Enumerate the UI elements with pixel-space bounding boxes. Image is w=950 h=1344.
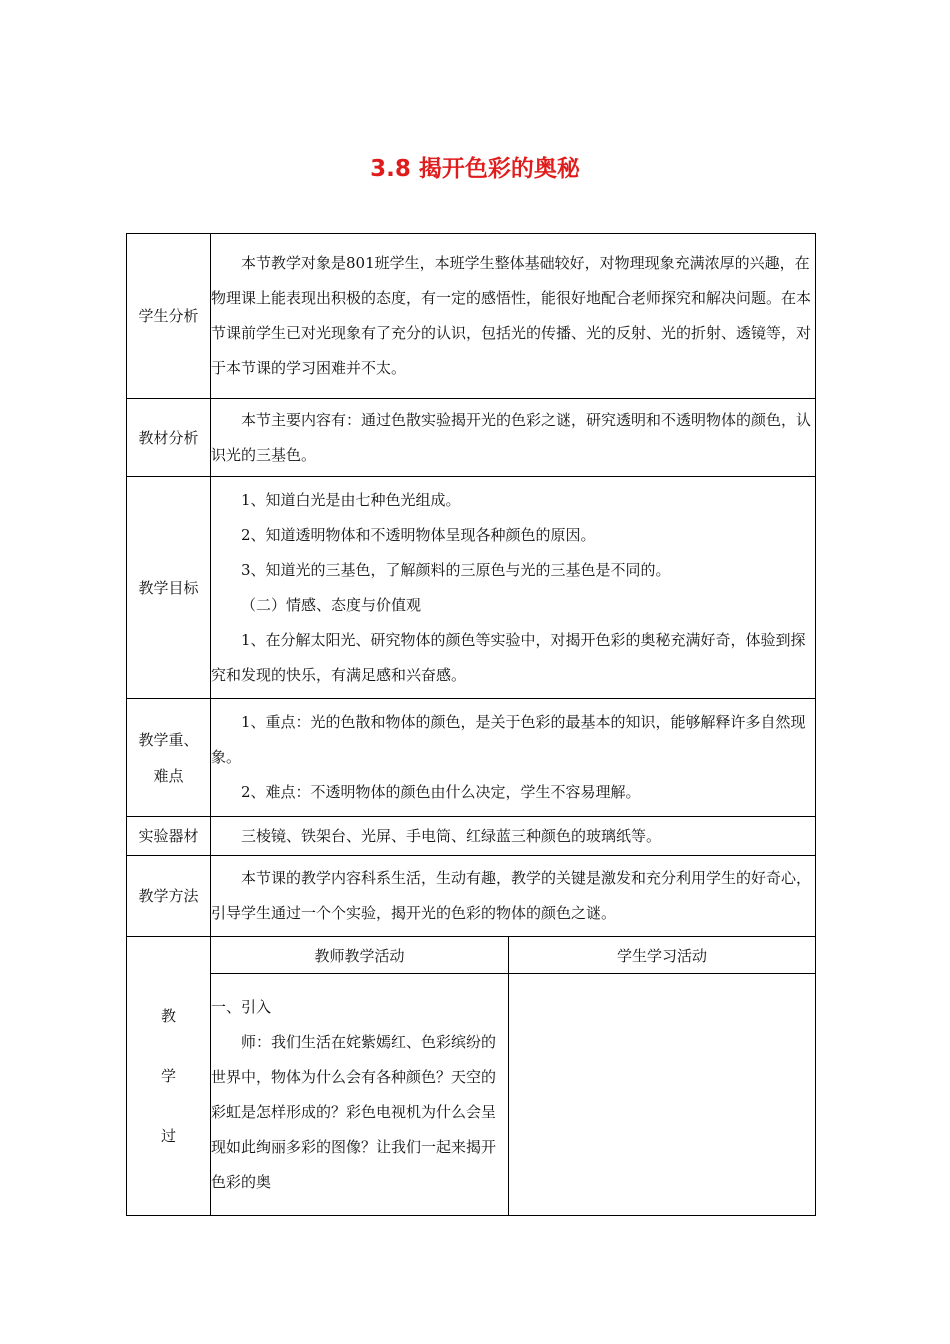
teacher-activity-header: 教师教学活动 <box>211 937 509 974</box>
label-key-points <box>127 699 211 817</box>
label-student-analysis: 学生分析 <box>127 234 211 399</box>
process-label-char-2: 学 <box>160 1067 176 1085</box>
row-teaching-goals <box>127 477 816 699</box>
content-student-analysis <box>211 234 816 399</box>
equipment-text: 三棱镜、铁架台、光屏、手电筒、红绿蓝三种颜色的玻璃纸等。 <box>241 826 662 845</box>
lesson-plan-table <box>126 233 816 1216</box>
row-key-points <box>127 699 816 817</box>
student-analysis-text: 本节教学对象是801班学生，本班学生整体基础较好，对物理现象充满浓厚的兴趣，在物理课上能表现出积极的态度，有一定的感悟性，能很好地配合老师探究和解决问题。在本节课前学生已对光现象有了充分的认识，包括光的传播、光的反射、光的折射、透镜等，对于本节课的学习困难并不太。 <box>211 254 812 377</box>
goal-line-3: 3、知道光的三基色，了解颜料的三原色与光的三基色是不同的。 <box>241 560 671 579</box>
key-point-line-1: 1、重点：光的色散和物体的颜色，是关于色彩的最基本的知识，能够解释许多自然现象。 <box>211 713 806 766</box>
label-teaching-goals: 教学目标 <box>127 477 211 699</box>
content-key-points <box>211 699 816 817</box>
row-student-analysis <box>127 234 816 399</box>
row-process-header <box>127 937 816 974</box>
goal-line-1: 1、知道白光是由七种色光组成。 <box>241 490 461 509</box>
content-methods <box>211 856 816 937</box>
teacher-line-1: 一、引入 <box>211 997 272 1016</box>
page-title: 3.8 揭开色彩的奥秘 <box>370 156 580 182</box>
student-activity-content <box>509 974 816 1216</box>
process-label-char-3: 过 <box>160 1127 176 1145</box>
row-methods <box>127 856 816 937</box>
label-process <box>127 937 211 1216</box>
methods-text: 本节课的教学内容科系生活，生动有趣，教学的关键是激发和充分利用学生的好奇心，引导学生通过一个个实验，揭开光的色彩的物体的颜色之谜。 <box>211 869 812 922</box>
row-material-analysis <box>127 399 816 477</box>
teacher-line-2: 师：我们生活在姹紫嫣红、色彩缤纷的世界中，物体为什么会有各种颜色？天空的彩虹是怎样形成的？彩色电视机为什么会呈现如此绚丽多彩的图像？让我们一起来揭开色彩的奥 <box>211 1032 497 1191</box>
goal-line-2: 2、知道透明物体和不透明物体呈现各种颜色的原因。 <box>241 525 596 544</box>
goal-line-4: （二）情感、态度与价值观 <box>241 595 422 614</box>
content-material-analysis <box>211 399 816 477</box>
goal-line-5: 1、在分解太阳光、研究物体的颜色等实验中，对揭开色彩的奥秘充满好奇，体验到探究和发现的快乐，有满足感和兴奋感。 <box>211 630 806 684</box>
label-equipment: 实验器材 <box>127 817 211 856</box>
key-point-line-2: 2、难点：不透明物体的颜色由什么决定，学生不容易理解。 <box>241 783 641 801</box>
teacher-activity-content <box>211 974 509 1216</box>
label-methods: 教学方法 <box>127 856 211 937</box>
key-points-label-line2: 难点 <box>153 766 184 785</box>
content-equipment <box>211 817 816 856</box>
row-process-content <box>127 974 816 1216</box>
content-teaching-goals <box>211 477 816 699</box>
label-material-analysis: 教材分析 <box>127 399 211 477</box>
material-analysis-text: 本节主要内容有：通过色散实验揭开光的色彩之谜，研究透明和不透明物体的颜色，认识光的三基色。 <box>211 410 812 464</box>
row-equipment <box>127 817 816 856</box>
process-label-char-1: 教 <box>160 1007 176 1025</box>
key-points-label-line1: 教学重、 <box>138 730 199 749</box>
student-activity-header: 学生学习活动 <box>509 937 816 974</box>
